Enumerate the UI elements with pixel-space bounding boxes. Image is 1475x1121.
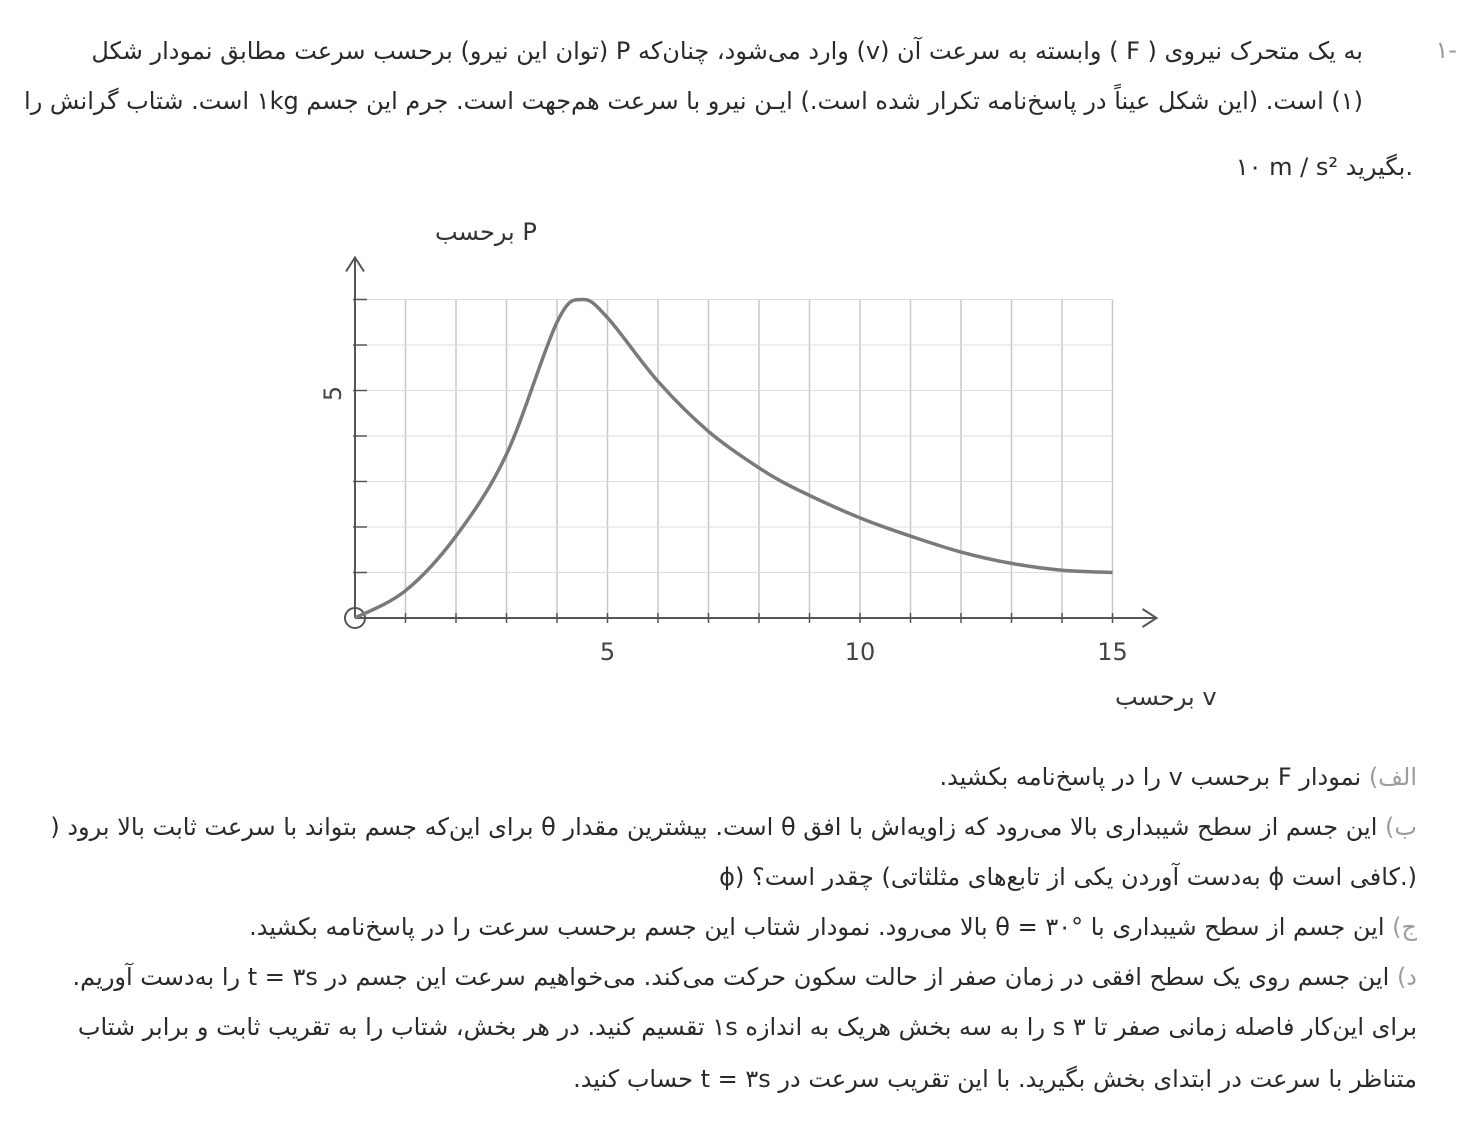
question-number: -۱ — [1435, 36, 1457, 64]
part-a — [939, 760, 1417, 794]
part-d-cont-2-text: متناظر با سرعت در ابتدای بخش بگیرید. با این تقریب سرعت در t = ۳s حساب کنید. — [573, 1065, 1417, 1093]
x-tick-label: 15 — [1097, 638, 1128, 666]
part-b-cont-text: ϕ) چقدر است؟ (به‌دست آوردن یکی از تابع‌های مثلثاتی ϕ کافی است.) — [719, 863, 1417, 891]
part-b — [50, 810, 1417, 844]
part-d-label: د) — [1396, 963, 1417, 991]
part-b-cont — [719, 860, 1417, 894]
x-axis-title: v برحسب — [1115, 683, 1217, 711]
series-line — [355, 299, 1113, 618]
part-b-label: ب) — [1385, 813, 1417, 841]
y-tick-label: 5 — [319, 385, 347, 402]
part-d-cont-1 — [78, 1010, 1417, 1044]
part-c-text: این جسم از سطح شیبداری با θ = ۳۰° بالا می‌رود. نمودار شتاب این جسم برحسب سرعت را در پاسخ‌نامه بکشید. — [249, 913, 1385, 941]
part-d — [73, 960, 1417, 994]
part-a-text: نمودار F برحسب v را در پاسخ‌نامه بکشید. — [939, 763, 1362, 791]
part-d-text: این جسم روی یک سطح افقی در زمان صفر از حالت سکون حرکت می‌کند. می‌خواهیم سرعت این جسم در t = ۳s را به‌دست آوریم. — [72, 963, 1390, 991]
intro-line-1: به یک متحرک نیروی ( F ) وابسته به سرعت آن (v) وارد می‌شود، چنان‌که P (توان این نیرو) برحسب سرعت مطابق نمودار شکل — [91, 37, 1363, 65]
part-d-cont-1-text: برای این‌کار فاصله زمانی صفر تا ۳ s را به سه بخش هریک به اندازه ۱s تقسیم کنید. در هر بخش، شتاب را به تقریب ثابت و برابر شتاب — [77, 1013, 1417, 1041]
part-c-label: ج) — [1392, 913, 1417, 941]
intro-line-3: ۱۰ m / s² بگیرید. — [1235, 153, 1413, 181]
intro-line-2: (۱) است. (این شکل عیناً در پاسخ‌نامه تکرار شده است.) ایـن نیرو با سرعت هم‌جهت است. جرم این جسم ۱kg است. شتاب گرانش را — [24, 87, 1363, 115]
x-tick-label: 5 — [599, 638, 616, 666]
part-d-cont-2 — [573, 1062, 1417, 1096]
part-b-text: این جسم از سطح شیبداری بالا می‌رود که زاویه‌اش با افق θ است. بیشترین مقدار θ برای این‌که جسم بتواند با سرعت ثابت بالا برود ( — [50, 813, 1378, 841]
part-a-label: الف) — [1368, 763, 1417, 791]
y-axis-title: P برحسب — [435, 218, 537, 246]
x-tick-label: 10 — [844, 638, 876, 666]
power-velocity-chart — [280, 200, 1217, 720]
part-c — [249, 910, 1417, 944]
